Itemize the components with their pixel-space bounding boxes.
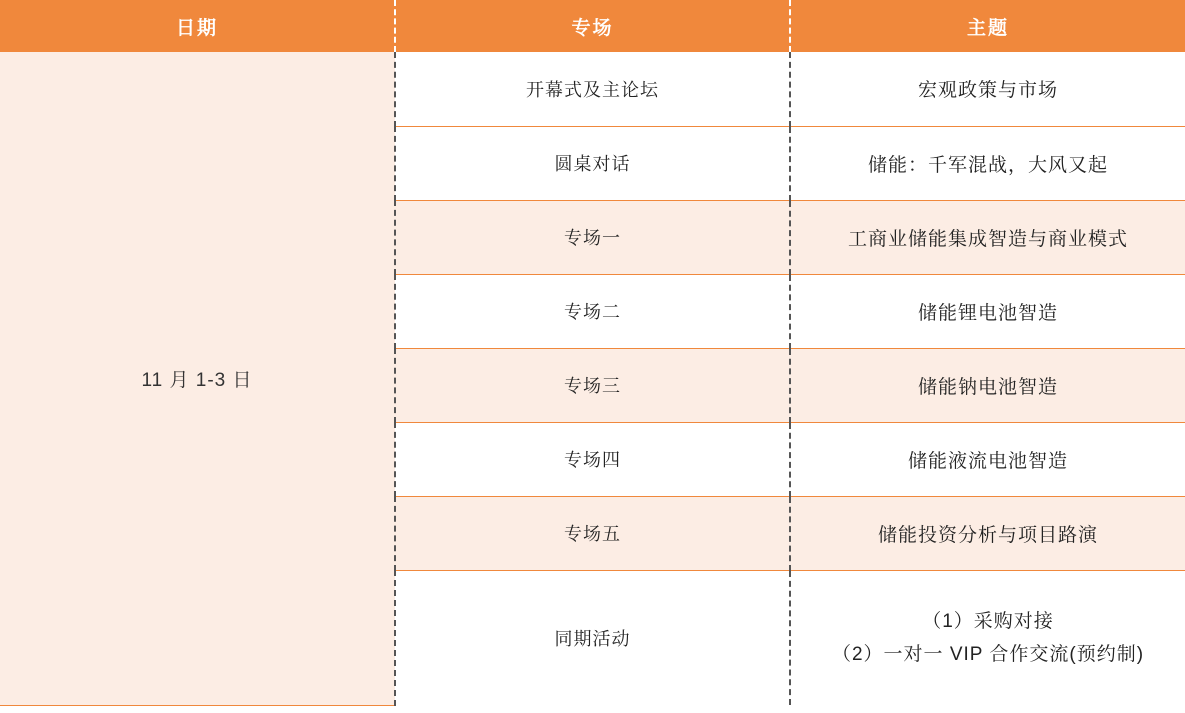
topic-cell: 宏观政策与市场 bbox=[790, 52, 1185, 126]
topic-cell: 储能液流电池智造 bbox=[790, 422, 1185, 496]
track-cell: 圆桌对话 bbox=[395, 126, 790, 200]
topic-cell: 工商业储能集成智造与商业模式 bbox=[790, 200, 1185, 274]
topic-cell: 储能钠电池智造 bbox=[790, 348, 1185, 422]
track-cell: 专场三 bbox=[395, 348, 790, 422]
topic-line: （2）一对一 VIP 合作交流(预约制) bbox=[831, 643, 1145, 665]
track-cell: 专场四 bbox=[395, 422, 790, 496]
date-cell: 11 月 1-3 日 bbox=[0, 52, 395, 705]
table-body bbox=[0, 52, 1185, 705]
column-header-date: 日期 bbox=[0, 0, 395, 52]
topic-line: （1）采购对接 bbox=[922, 610, 1054, 632]
header-row bbox=[0, 0, 1185, 52]
column-header-track: 专场 bbox=[395, 0, 790, 52]
topic-cell: 储能：千军混战，大风又起 bbox=[790, 126, 1185, 200]
topic-cell: 储能投资分析与项目路演 bbox=[790, 496, 1185, 570]
track-cell: 同期活动 bbox=[395, 570, 790, 705]
table-row bbox=[0, 52, 1185, 126]
topic-cell bbox=[790, 570, 1185, 705]
track-cell: 专场二 bbox=[395, 274, 790, 348]
track-cell: 专场五 bbox=[395, 496, 790, 570]
track-cell: 专场一 bbox=[395, 200, 790, 274]
track-cell: 开幕式及主论坛 bbox=[395, 52, 790, 126]
column-header-topic: 主题 bbox=[790, 0, 1185, 52]
topic-cell: 储能锂电池智造 bbox=[790, 274, 1185, 348]
table-header bbox=[0, 0, 1185, 52]
